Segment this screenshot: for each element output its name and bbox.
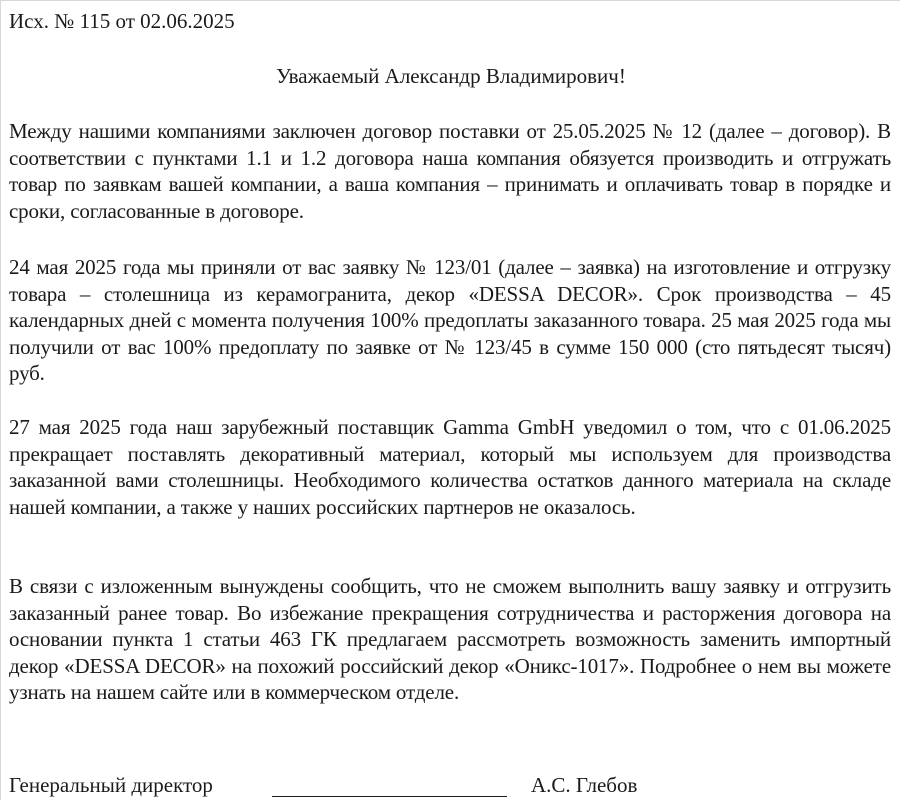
outgoing-reference: Исх. № 115 от 02.06.2025 [9, 9, 235, 33]
signatory-name: А.С. Глебов [531, 773, 638, 797]
paragraph-order: 24 мая 2025 года мы приняли от вас заявку № 123/01 (далее – заявка) на изготовление и отгрузку товара – столешница из керамогранита, декор «DESSA DECOR». Срок производства – 45 календарных дней с момента получения 100% предоплаты заказанного товара. 25 мая 2025 года мы получили от вас 100% предоплату по заявке от № 123/45 в сумме 150 000 (сто пятьдесят тысяч) руб. [9, 255, 891, 385]
paragraph-supplier-notice: 27 мая 2025 года наш зарубежный поставщик Gamma GmbH уведомил о том, что с 01.06.2025 прекращает поставлять декоративный материал, который мы используем для производства заказанной вами столешницы. Необходимого количества остатков данного материала на складе нашей компании, а также у наших российских партнеров не оказалось. [9, 415, 891, 519]
signatory-title: Генеральный директор [9, 773, 213, 797]
paragraph-contract: Между нашими компаниями заключен договор поставки от 25.05.2025 № 12 (далее – договор). В соответствии с пунктами 1.1 и 1.2 договора наша компания обязуется производить и отгружать товар по заявкам вашей компании, а ваша компания – принимать и оплачивать товар в порядке и сроки, согласованные в договоре. [9, 119, 891, 223]
paragraph-proposal: В связи с изложенным вынуждены сообщить, что не сможем выполнить вашу заявку и отгрузить заказанный ранее товар. Во избежание прекращения сотрудничества и расторжения договора на основании пункта 1 статьи 463 ГК предлагаем рассмотреть возможность заменить импортный декор «DESSA DECOR» на похожий российский декор «Оникс-1017». Подробнее о нем вы можете узнать на нашем сайте или в коммерческом отделе. [9, 574, 891, 704]
salutation-heading: Уважаемый Александр Владимирович! [276, 64, 626, 88]
signature-line [272, 796, 507, 797]
